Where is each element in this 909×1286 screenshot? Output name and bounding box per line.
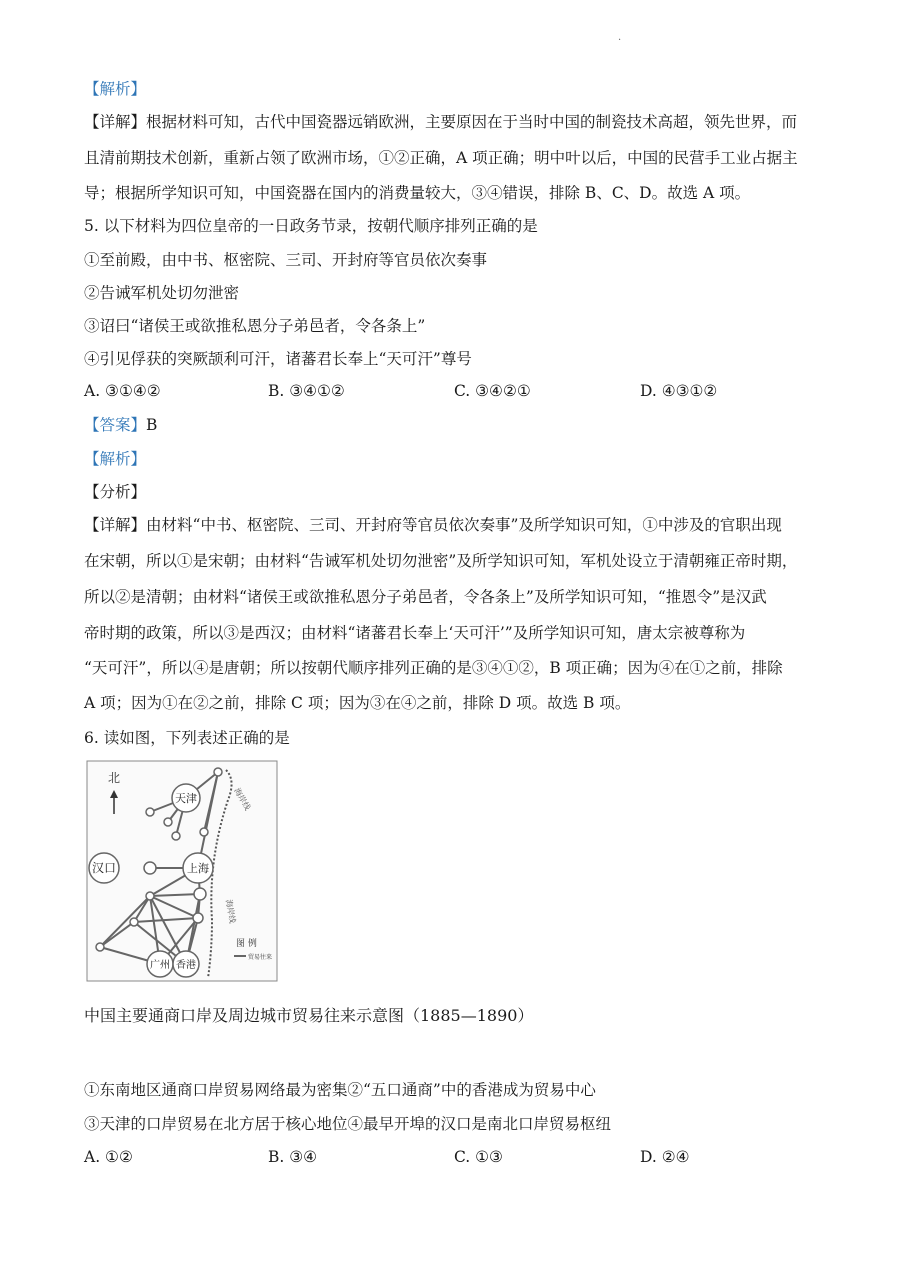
city-node bbox=[194, 888, 206, 900]
city-node bbox=[146, 808, 154, 816]
q6-option-a: A. ①② bbox=[84, 1148, 133, 1166]
q5-item: ④引见俘获的突厥颉利可汗，诸蕃君长奉上“天可汗”尊号 bbox=[84, 350, 472, 368]
detail-line: A 项；因为①在②之前，排除 C 项；因为③在④之前，排除 D 项。故选 B 项。 bbox=[84, 694, 631, 712]
question-5: 5. 以下材料为四位皇帝的一日政务节录，按朝代顺序排列正确的是 bbox=[84, 217, 538, 235]
city-label: 香港 bbox=[176, 960, 196, 971]
question-6: 6. 读如图，下列表述正确的是 bbox=[84, 729, 290, 747]
detail-tag: 【详解】 bbox=[84, 113, 147, 131]
city-node bbox=[144, 862, 156, 874]
coast-label-mid: 海岸线 bbox=[224, 898, 238, 924]
detail-line bbox=[84, 515, 782, 535]
q5-item: ②告诫军机处切勿泄密 bbox=[84, 284, 240, 302]
city-label: 上海 bbox=[187, 862, 209, 875]
fenxi-tag: 【分析】 bbox=[84, 483, 147, 501]
answer-value: B bbox=[146, 416, 158, 434]
answer-line bbox=[84, 415, 157, 435]
city-node bbox=[146, 892, 154, 900]
analysis-tag: 【解析】 bbox=[84, 450, 147, 468]
city-node bbox=[164, 818, 172, 826]
city-node bbox=[130, 918, 138, 926]
coast-label-top: 海岸线 bbox=[232, 786, 253, 812]
answer-tag: 【答案】 bbox=[84, 416, 147, 434]
detail-line: 导；根据所学知识可知，中国瓷器在国内的消费量较大，③④错误，排除 B、C、D。故选 A 项。 bbox=[84, 184, 751, 202]
detail-line: 且清前期技术创新，重新占领了欧洲市场，①②正确，A 项正确；明中叶以后，中国的民营手工业占据主 bbox=[84, 149, 798, 167]
detail-line: 所以②是清朝；由材料“诸侯王或欲推私恩分子弟邑者，令各条上”及所学知识可知，“推恩令”是汉武 bbox=[84, 588, 767, 606]
q6-statement: ③天津的口岸贸易在北方居于核心地位④最早开埠的汉口是南北口岸贸易枢纽 bbox=[84, 1115, 612, 1133]
detail-text: 由材料“中书、枢密院、三司、开封府等官员依次奏事”及所学知识可知，①中涉及的官职出现 bbox=[146, 516, 782, 534]
city-node bbox=[200, 828, 208, 836]
q6-option-d: D. ②④ bbox=[640, 1148, 690, 1166]
detail-line: 帝时期的政策，所以③是西汉；由材料“诸蕃君长奉上‘天可汗’”及所学知识可知，唐太宗被尊称为 bbox=[84, 624, 746, 642]
legend-title: 图 例 bbox=[236, 939, 257, 949]
detail-text: 根据材料可知，古代中国瓷器远销欧洲，主要原因在于当时中国的制瓷技术高超，领先世界，而 bbox=[146, 113, 798, 131]
header-mark: . bbox=[618, 32, 622, 43]
city-node bbox=[96, 943, 104, 951]
legend-item: 贸易往来 bbox=[248, 954, 273, 961]
detail-line: 在宋朝，所以①是宋朝；由材料“告诫军机处切勿泄密”及所学知识可知，军机处设立于清朝雍正帝时期， bbox=[84, 552, 798, 570]
detail-line bbox=[84, 112, 797, 132]
north-label: 北 bbox=[108, 771, 121, 785]
q6-option-b: B. ③④ bbox=[268, 1148, 318, 1166]
city-node bbox=[193, 913, 203, 923]
city-label: 天津 bbox=[175, 792, 197, 805]
detail-tag: 【详解】 bbox=[84, 516, 147, 534]
city-label: 广州 bbox=[150, 960, 170, 971]
trade-map bbox=[86, 760, 278, 982]
q5-option-a: A. ③①④② bbox=[84, 382, 161, 400]
q5-item: ①至前殿，由中书、枢密院、三司、开封府等官员依次奏事 bbox=[84, 251, 488, 269]
city-label: 汉口 bbox=[91, 861, 117, 875]
q5-option-b: B. ③④①② bbox=[268, 382, 345, 400]
q5-item: ③诏曰“诸侯王或欲推私恩分子弟邑者，令各条上” bbox=[84, 317, 426, 335]
q6-statement: ①东南地区通商口岸贸易网络最为密集②“五口通商”中的香港成为贸易中心 bbox=[84, 1081, 596, 1099]
city-node bbox=[172, 832, 180, 840]
map-caption: 中国主要通商口岸及周边城市贸易往来示意图（1885—1890） bbox=[84, 1006, 534, 1025]
q6-option-c: C. ①③ bbox=[454, 1148, 503, 1166]
detail-line: “天可汗”，所以④是唐朝；所以按朝代顺序排列正确的是③④①②，B 项正确；因为④在①之前，排除 bbox=[84, 659, 783, 677]
q5-option-c: C. ③④②① bbox=[454, 382, 531, 400]
analysis-tag: 【解析】 bbox=[84, 80, 147, 98]
city-node bbox=[214, 768, 222, 776]
q5-option-d: D. ④③①② bbox=[640, 382, 718, 400]
